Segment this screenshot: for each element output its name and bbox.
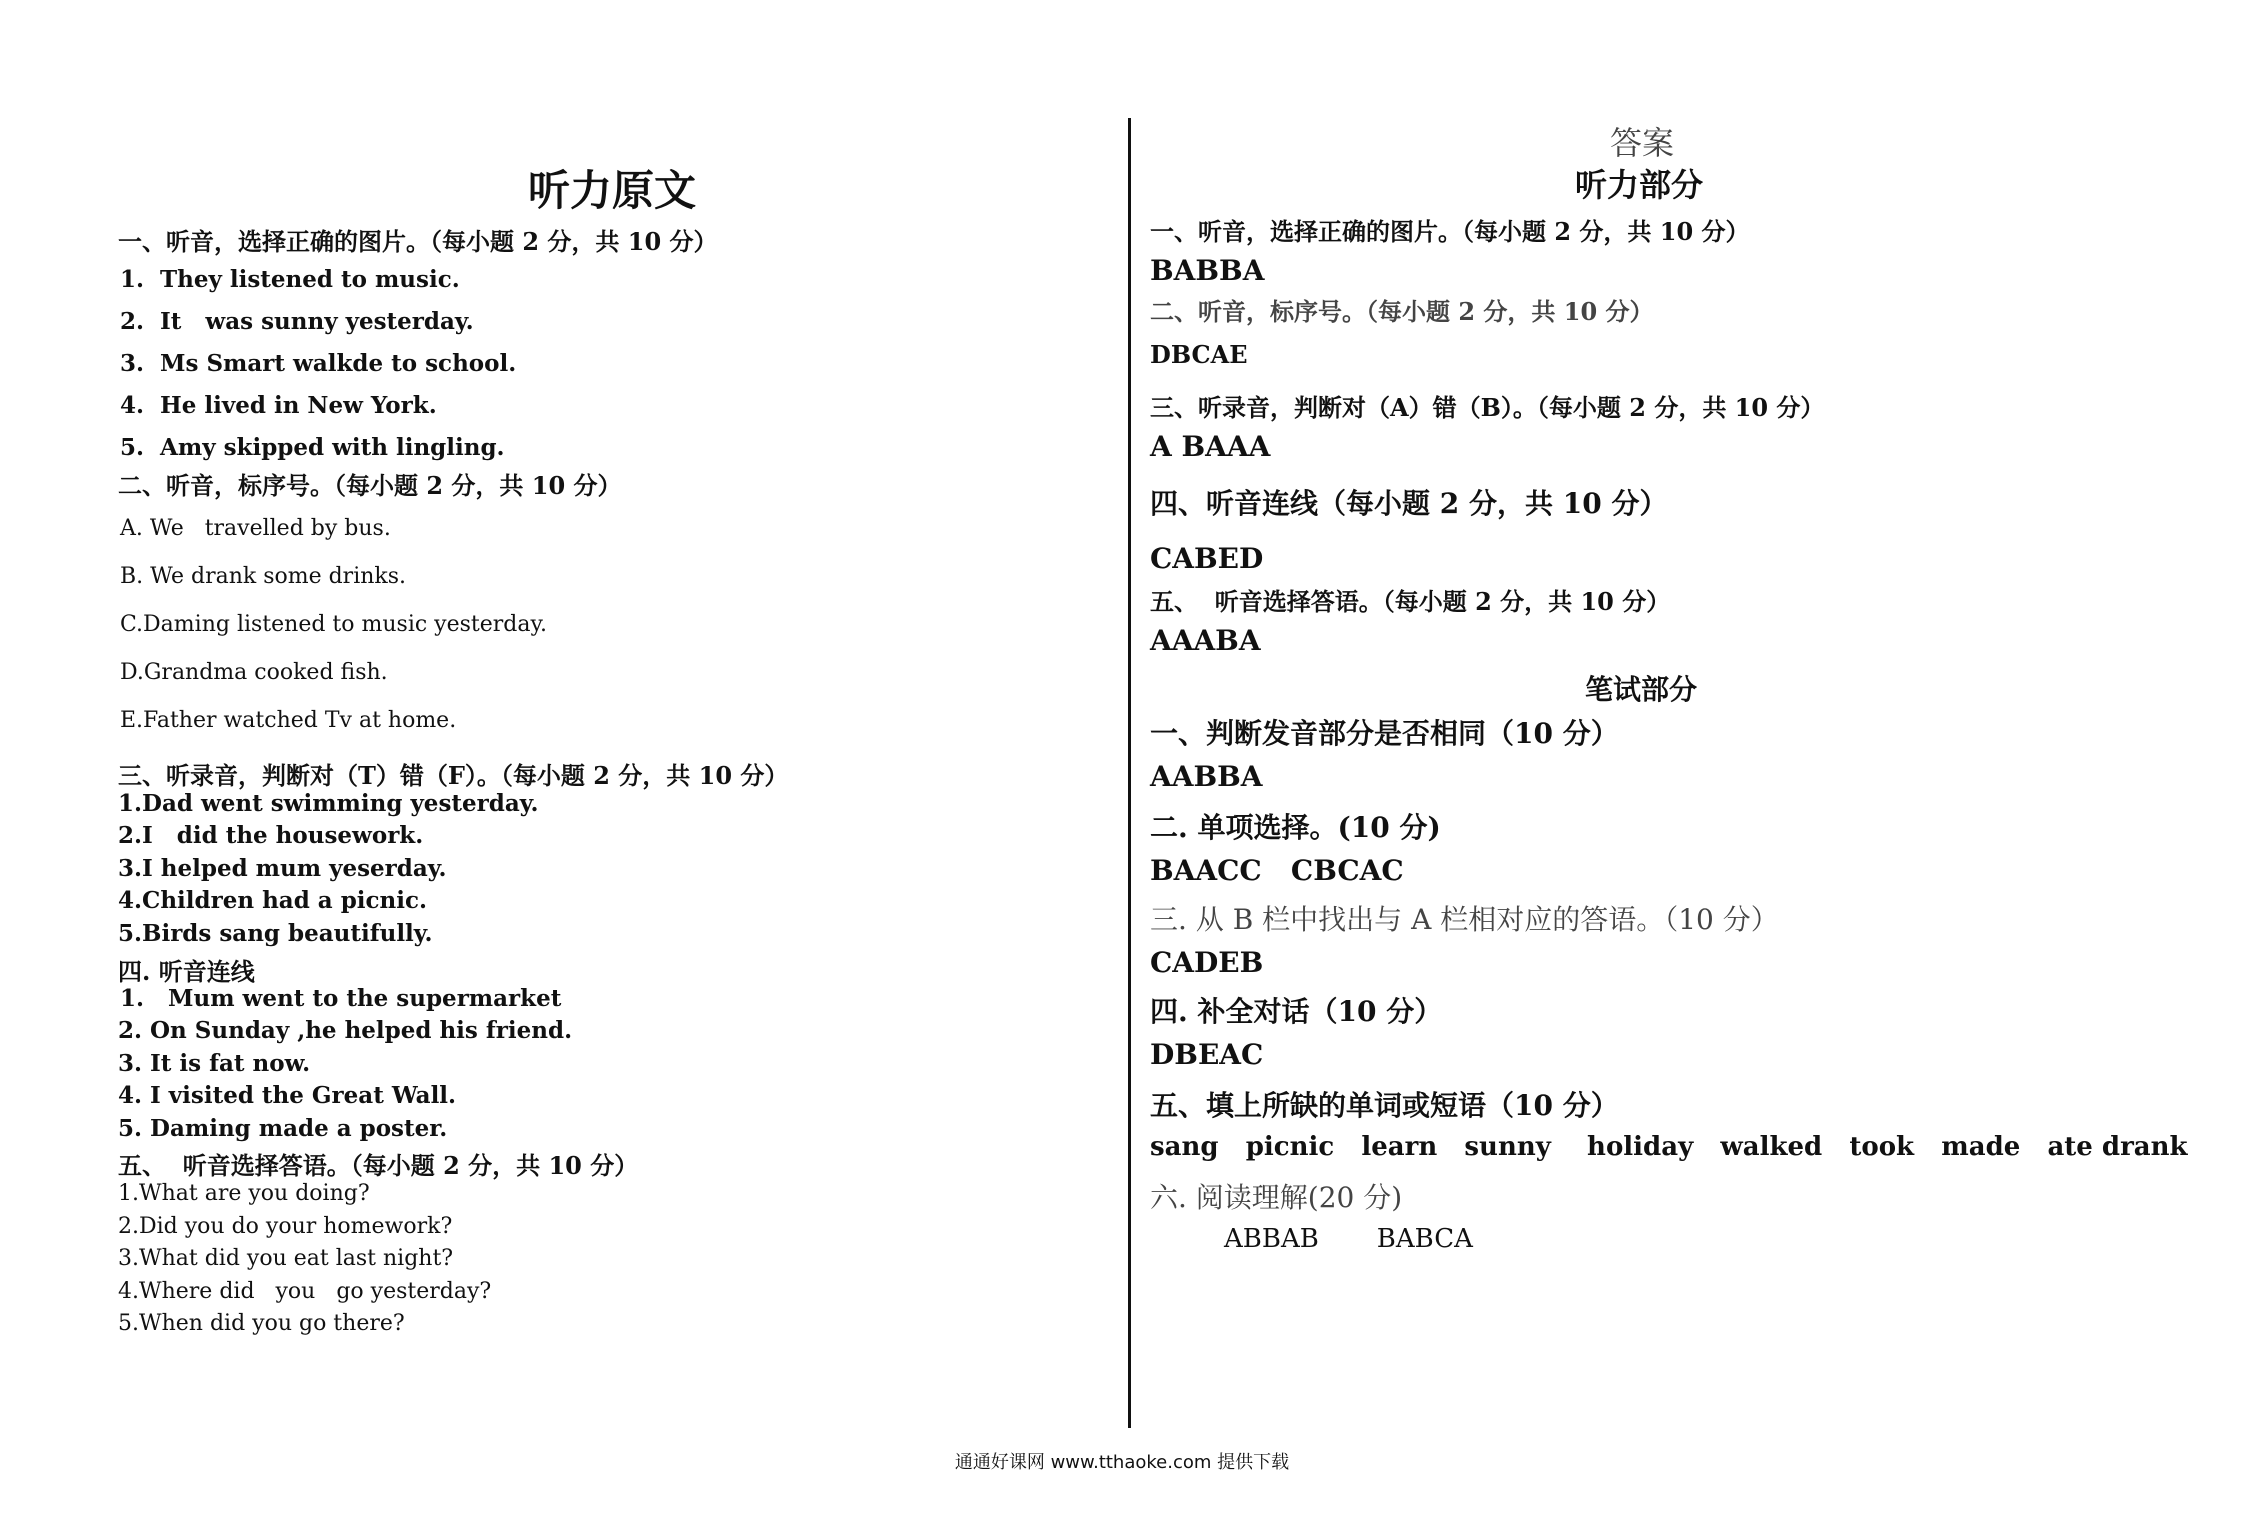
column-divider <box>1128 118 1131 1428</box>
s3-item-5: 5.Birds sang beautifully. <box>118 920 433 947</box>
s1-item-5: 5. Amy skipped with lingling. <box>120 434 505 461</box>
l5-answer: AAABA <box>1150 624 1261 657</box>
s5-item-1: 1.What are you doing? <box>118 1181 370 1206</box>
s4-item-5: 5. Daming made a poster. <box>118 1115 448 1142</box>
l3-answer: A BAAA <box>1150 430 1271 463</box>
w4-heading: 四. 补全对话（10 分） <box>1150 995 1443 1028</box>
s4-item-3: 3. It is fat now. <box>118 1050 311 1077</box>
s3-item-1: 1.Dad went swimming yesterday. <box>118 790 539 817</box>
s1-item-1: 1. They listened to music. <box>120 266 460 293</box>
w1-heading: 一、判断发音部分是否相同（10 分） <box>1150 717 1619 750</box>
w5-answer: sang picnic learn sunny holiday walked took made ate drank <box>1150 1132 2188 1162</box>
s2-item-d: D.Grandma cooked fish. <box>120 660 388 685</box>
l3-heading: 三、听录音，判断对（A）错（B）。（每小题 2 分，共 10 分） <box>1150 393 1825 422</box>
s1-item-2: 2. It was sunny yesterday. <box>120 308 474 335</box>
w2-heading: 二. 单项选择。(10 分) <box>1150 811 1441 844</box>
w2-answer: BAACC CBCAC <box>1150 854 1404 887</box>
l4-heading: 四、听音连线（每小题 2 分，共 10 分） <box>1150 487 1668 520</box>
s2-item-a: A. We travelled by bus. <box>120 516 391 541</box>
s4-item-2: 2. On Sunday ,he helped his friend. <box>118 1017 573 1044</box>
l4-answer: CABED <box>1150 542 1264 575</box>
s5-item-2: 2.Did you do your homework? <box>118 1214 453 1239</box>
l5-heading: 五、 听音选择答语。（每小题 2 分，共 10 分） <box>1150 587 1671 616</box>
section-4-heading: 四. 听音连线 <box>118 957 255 986</box>
answer-title: 答案 <box>1610 124 1675 162</box>
w6-answer: ABBAB BABCA <box>1224 1224 1473 1254</box>
s4-item-4: 4. I visited the Great Wall. <box>118 1082 457 1109</box>
s3-item-2: 2.I did the housework. <box>118 822 424 849</box>
s5-item-3: 3.What did you eat last night? <box>118 1246 454 1271</box>
s4-item-1: 1. Mum went to the supermarket <box>120 985 562 1012</box>
s1-item-3: 3. Ms Smart walkde to school. <box>120 350 517 377</box>
s2-item-c: C.Daming listened to music yesterday. <box>120 612 547 637</box>
l1-heading: 一、听音，选择正确的图片。（每小题 2 分，共 10 分） <box>1150 217 1750 246</box>
section-3-heading: 三、听录音，判断对（T）错（F）。（每小题 2 分，共 10 分） <box>118 761 789 790</box>
w5-heading: 五、填上所缺的单词或短语（10 分） <box>1150 1089 1619 1122</box>
s1-item-4: 4. He lived in New York. <box>120 392 437 419</box>
s3-item-4: 4.Children had a picnic. <box>118 887 427 914</box>
written-part-title: 笔试部分 <box>1585 673 1698 706</box>
section-2-heading: 二、听音，标序号。（每小题 2 分，共 10 分） <box>118 471 622 500</box>
section-5-heading: 五、 听音选择答语。（每小题 2 分，共 10 分） <box>118 1151 639 1180</box>
footer-credit: 通通好课网 www.tthaoke.com 提供下载 <box>954 1452 1290 1473</box>
listening-part-title: 听力部分 <box>1575 166 1704 204</box>
l1-answer: BABBA <box>1150 254 1265 287</box>
w1-answer: AABBA <box>1150 760 1263 793</box>
w6-heading: 六. 阅读理解(20 分) <box>1150 1181 1403 1214</box>
s2-item-e: E.Father watched Tv at home. <box>120 708 457 733</box>
s5-item-4: 4.Where did you go yesterday? <box>118 1279 492 1304</box>
l2-answer: DBCAE <box>1150 340 1248 369</box>
w3-answer: CADEB <box>1150 946 1264 979</box>
s3-item-3: 3.I helped mum yeserday. <box>118 855 447 882</box>
s5-item-5: 5.When did you go there? <box>118 1311 405 1336</box>
section-1-heading: 一、听音，选择正确的图片。（每小题 2 分，共 10 分） <box>118 227 718 256</box>
w3-heading: 三. 从 B 栏中找出与 A 栏相对应的答语。（10 分） <box>1150 903 1779 936</box>
s2-item-b: B. We drank some drinks. <box>120 564 407 589</box>
page-title: 听力原文 <box>528 166 697 215</box>
l2-heading: 二、听音，标序号。（每小题 2 分，共 10 分） <box>1150 297 1654 326</box>
w4-answer: DBEAC <box>1150 1038 1264 1071</box>
